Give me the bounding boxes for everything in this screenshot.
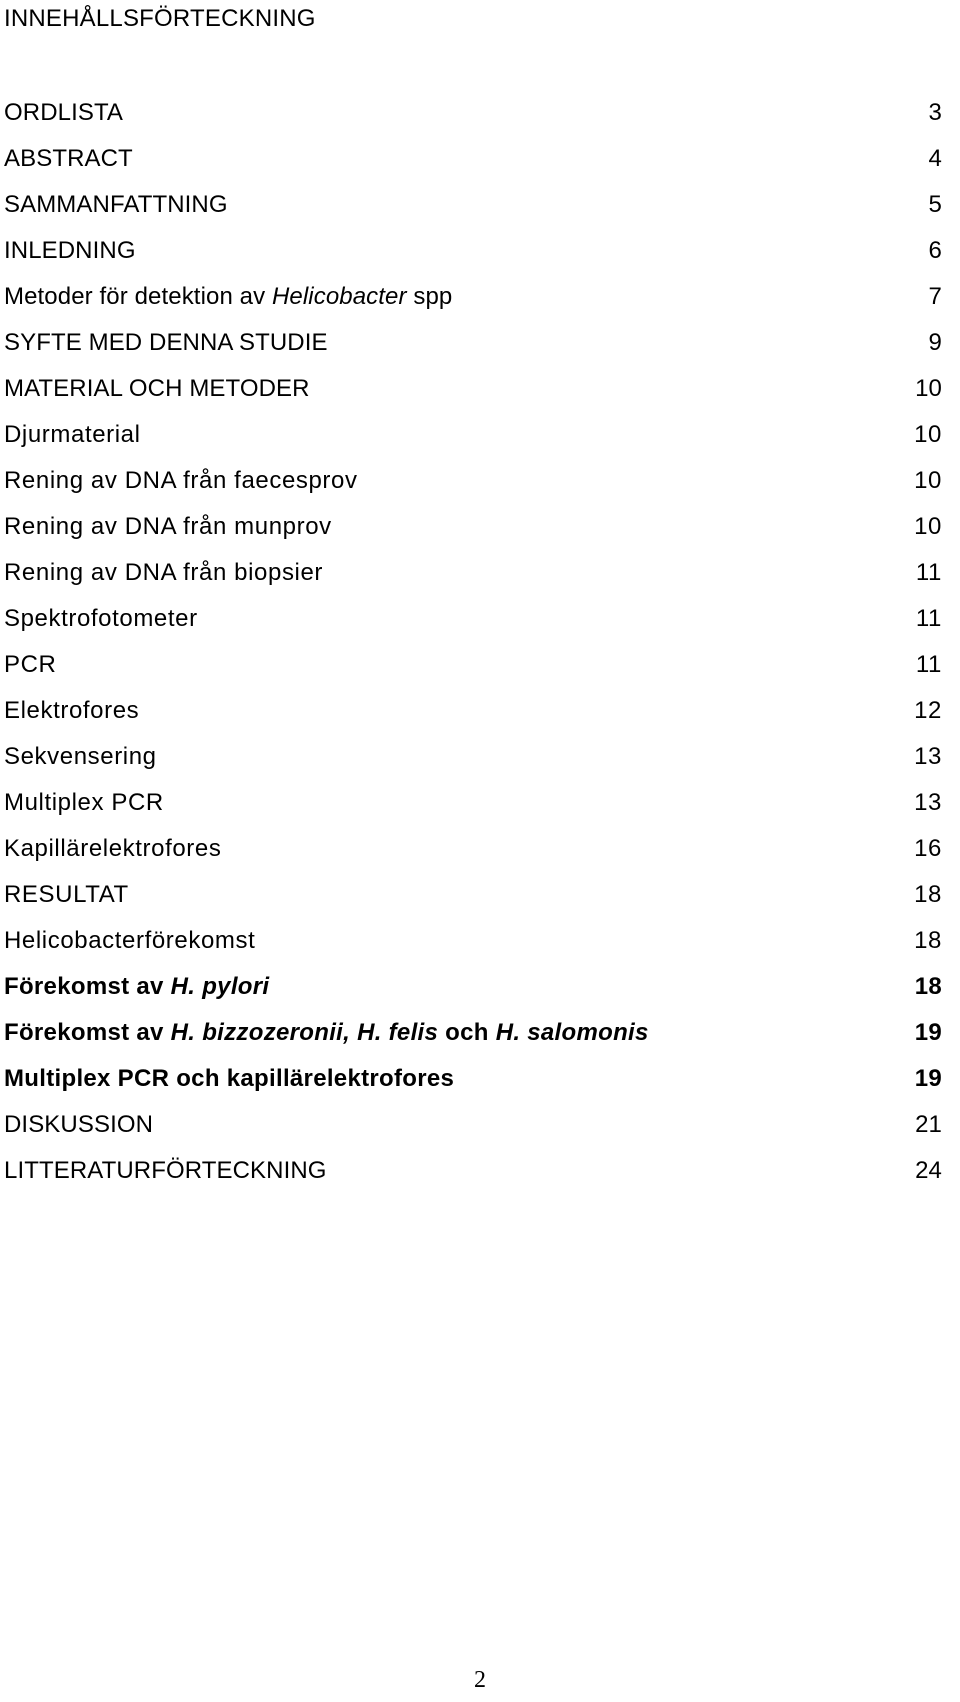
toc-entry-label bbox=[4, 274, 452, 320]
toc-entry-page: 11 bbox=[915, 559, 942, 586]
toc-entry-elektrofores[interactable] bbox=[4, 688, 942, 734]
toc-entry-page: 21 bbox=[915, 1111, 942, 1138]
toc-entry-page: 11 bbox=[915, 651, 942, 678]
toc-entry-label bbox=[4, 964, 269, 1010]
toc-entry-label: LITTERATURFÖRTECKNING bbox=[4, 1157, 327, 1184]
toc-entry-diskussion[interactable] bbox=[4, 1102, 942, 1148]
toc-label-italic: H. bizzozeronii, H. felis bbox=[170, 1019, 439, 1046]
toc-entry-page: 19 bbox=[914, 1065, 942, 1092]
toc-entry-forekomst-h-pylori[interactable] bbox=[4, 964, 942, 1010]
toc-entry-label: ABSTRACT bbox=[4, 145, 133, 172]
toc-entry-label: Helicobacterförekomst bbox=[4, 927, 256, 954]
toc-entry-page: 4 bbox=[928, 145, 942, 172]
toc-entry-label: ORDLISTA bbox=[4, 99, 124, 126]
toc-entry-label: Djurmaterial bbox=[4, 421, 141, 448]
toc-entry-page: 13 bbox=[914, 743, 942, 770]
toc-entry-ordlista[interactable] bbox=[4, 90, 942, 136]
page-number: 2 bbox=[474, 1667, 486, 1693]
toc-entry-metoder-for-detektion[interactable] bbox=[4, 274, 942, 320]
toc-entry-label: SYFTE MED DENNA STUDIE bbox=[4, 329, 328, 356]
toc-entry-pcr[interactable] bbox=[4, 642, 942, 688]
toc-entry-label: Multiplex PCR bbox=[4, 789, 164, 816]
toc-entry-label: Sekvensering bbox=[4, 743, 157, 770]
toc-entry-label: SAMMANFATTNING bbox=[4, 191, 228, 218]
toc-entry-page: 10 bbox=[915, 375, 942, 402]
toc-entry-page: 24 bbox=[915, 1157, 942, 1184]
toc-entry-page: 5 bbox=[928, 191, 942, 218]
toc-entry-forekomst-h-bizzozeronii[interactable] bbox=[4, 1010, 942, 1056]
toc-entry-page: 3 bbox=[928, 99, 942, 126]
toc-entry-syfte[interactable] bbox=[4, 320, 942, 366]
toc-label-text: Metoder för detektion av bbox=[4, 283, 272, 310]
toc-entry-label: MATERIAL OCH METODER bbox=[4, 375, 310, 402]
toc-entry-label: Kapillärelektrofores bbox=[4, 835, 222, 862]
toc-entry-label bbox=[4, 1010, 649, 1056]
toc-entry-rening-munprov[interactable] bbox=[4, 504, 942, 550]
toc-entry-multiplex-pcr-och-kapillar[interactable] bbox=[4, 1056, 942, 1102]
toc-entry-label: RESULTAT bbox=[4, 881, 129, 908]
toc-entry-page: 10 bbox=[914, 513, 942, 540]
toc-entry-abstract[interactable] bbox=[4, 136, 942, 182]
toc-entry-page: 9 bbox=[928, 329, 942, 356]
toc-entry-label: DISKUSSION bbox=[4, 1111, 154, 1138]
toc-label-text: spp bbox=[406, 283, 453, 310]
toc-entry-rening-biopsier[interactable] bbox=[4, 550, 942, 596]
toc-entry-label: Multiplex PCR och kapillärelektrofores bbox=[4, 1065, 455, 1092]
toc-label-italic: H. salomonis bbox=[495, 1019, 649, 1046]
table-of-contents bbox=[4, 90, 942, 1194]
toc-entry-label: Spektrofotometer bbox=[4, 605, 198, 632]
toc-entry-page: 10 bbox=[914, 467, 942, 494]
toc-entry-sammanfattning[interactable] bbox=[4, 182, 942, 228]
toc-entry-rening-faecesprov[interactable] bbox=[4, 458, 942, 504]
toc-entry-kapillarelektrofores[interactable] bbox=[4, 826, 942, 872]
toc-entry-page: 7 bbox=[928, 283, 942, 310]
toc-entry-page: 18 bbox=[914, 973, 942, 1000]
toc-entry-sekvensering[interactable] bbox=[4, 734, 942, 780]
toc-entry-label: Rening av DNA från faecesprov bbox=[4, 467, 358, 494]
toc-entry-page: 18 bbox=[914, 881, 942, 908]
toc-entry-multiplex-pcr[interactable] bbox=[4, 780, 942, 826]
toc-entry-label: Elektrofores bbox=[4, 697, 140, 724]
toc-entry-material-och-metoder[interactable] bbox=[4, 366, 942, 412]
toc-entry-page: 18 bbox=[914, 927, 942, 954]
toc-entry-inledning[interactable] bbox=[4, 228, 942, 274]
toc-entry-page: 16 bbox=[914, 835, 942, 862]
toc-label-italic: H. pylori bbox=[170, 973, 270, 1000]
toc-label-italic: Helicobacter bbox=[271, 283, 407, 310]
toc-entry-label: INLEDNING bbox=[4, 237, 136, 264]
toc-entry-page: 11 bbox=[915, 605, 942, 632]
toc-entry-page: 10 bbox=[914, 421, 942, 448]
toc-entry-spektrofotometer[interactable] bbox=[4, 596, 942, 642]
toc-label-text: Förekomst av bbox=[4, 1019, 171, 1046]
toc-entry-helicobacterforekomst[interactable] bbox=[4, 918, 942, 964]
toc-entry-label: Rening av DNA från munprov bbox=[4, 513, 332, 540]
toc-entry-page: 6 bbox=[928, 237, 942, 264]
toc-entry-page: 19 bbox=[914, 1019, 942, 1046]
toc-entry-label: Rening av DNA från biopsier bbox=[4, 559, 324, 586]
page-title: INNEHÅLLSFÖRTECKNING bbox=[4, 5, 316, 32]
toc-label-text: Förekomst av bbox=[4, 973, 171, 1000]
toc-label-text: och bbox=[438, 1019, 496, 1046]
toc-entry-resultat[interactable] bbox=[4, 872, 942, 918]
toc-entry-page: 13 bbox=[914, 789, 942, 816]
toc-entry-page: 12 bbox=[914, 697, 942, 724]
toc-entry-djurmaterial[interactable] bbox=[4, 412, 942, 458]
toc-entry-litteraturforteckning[interactable] bbox=[4, 1148, 942, 1194]
toc-entry-label: PCR bbox=[4, 651, 57, 678]
